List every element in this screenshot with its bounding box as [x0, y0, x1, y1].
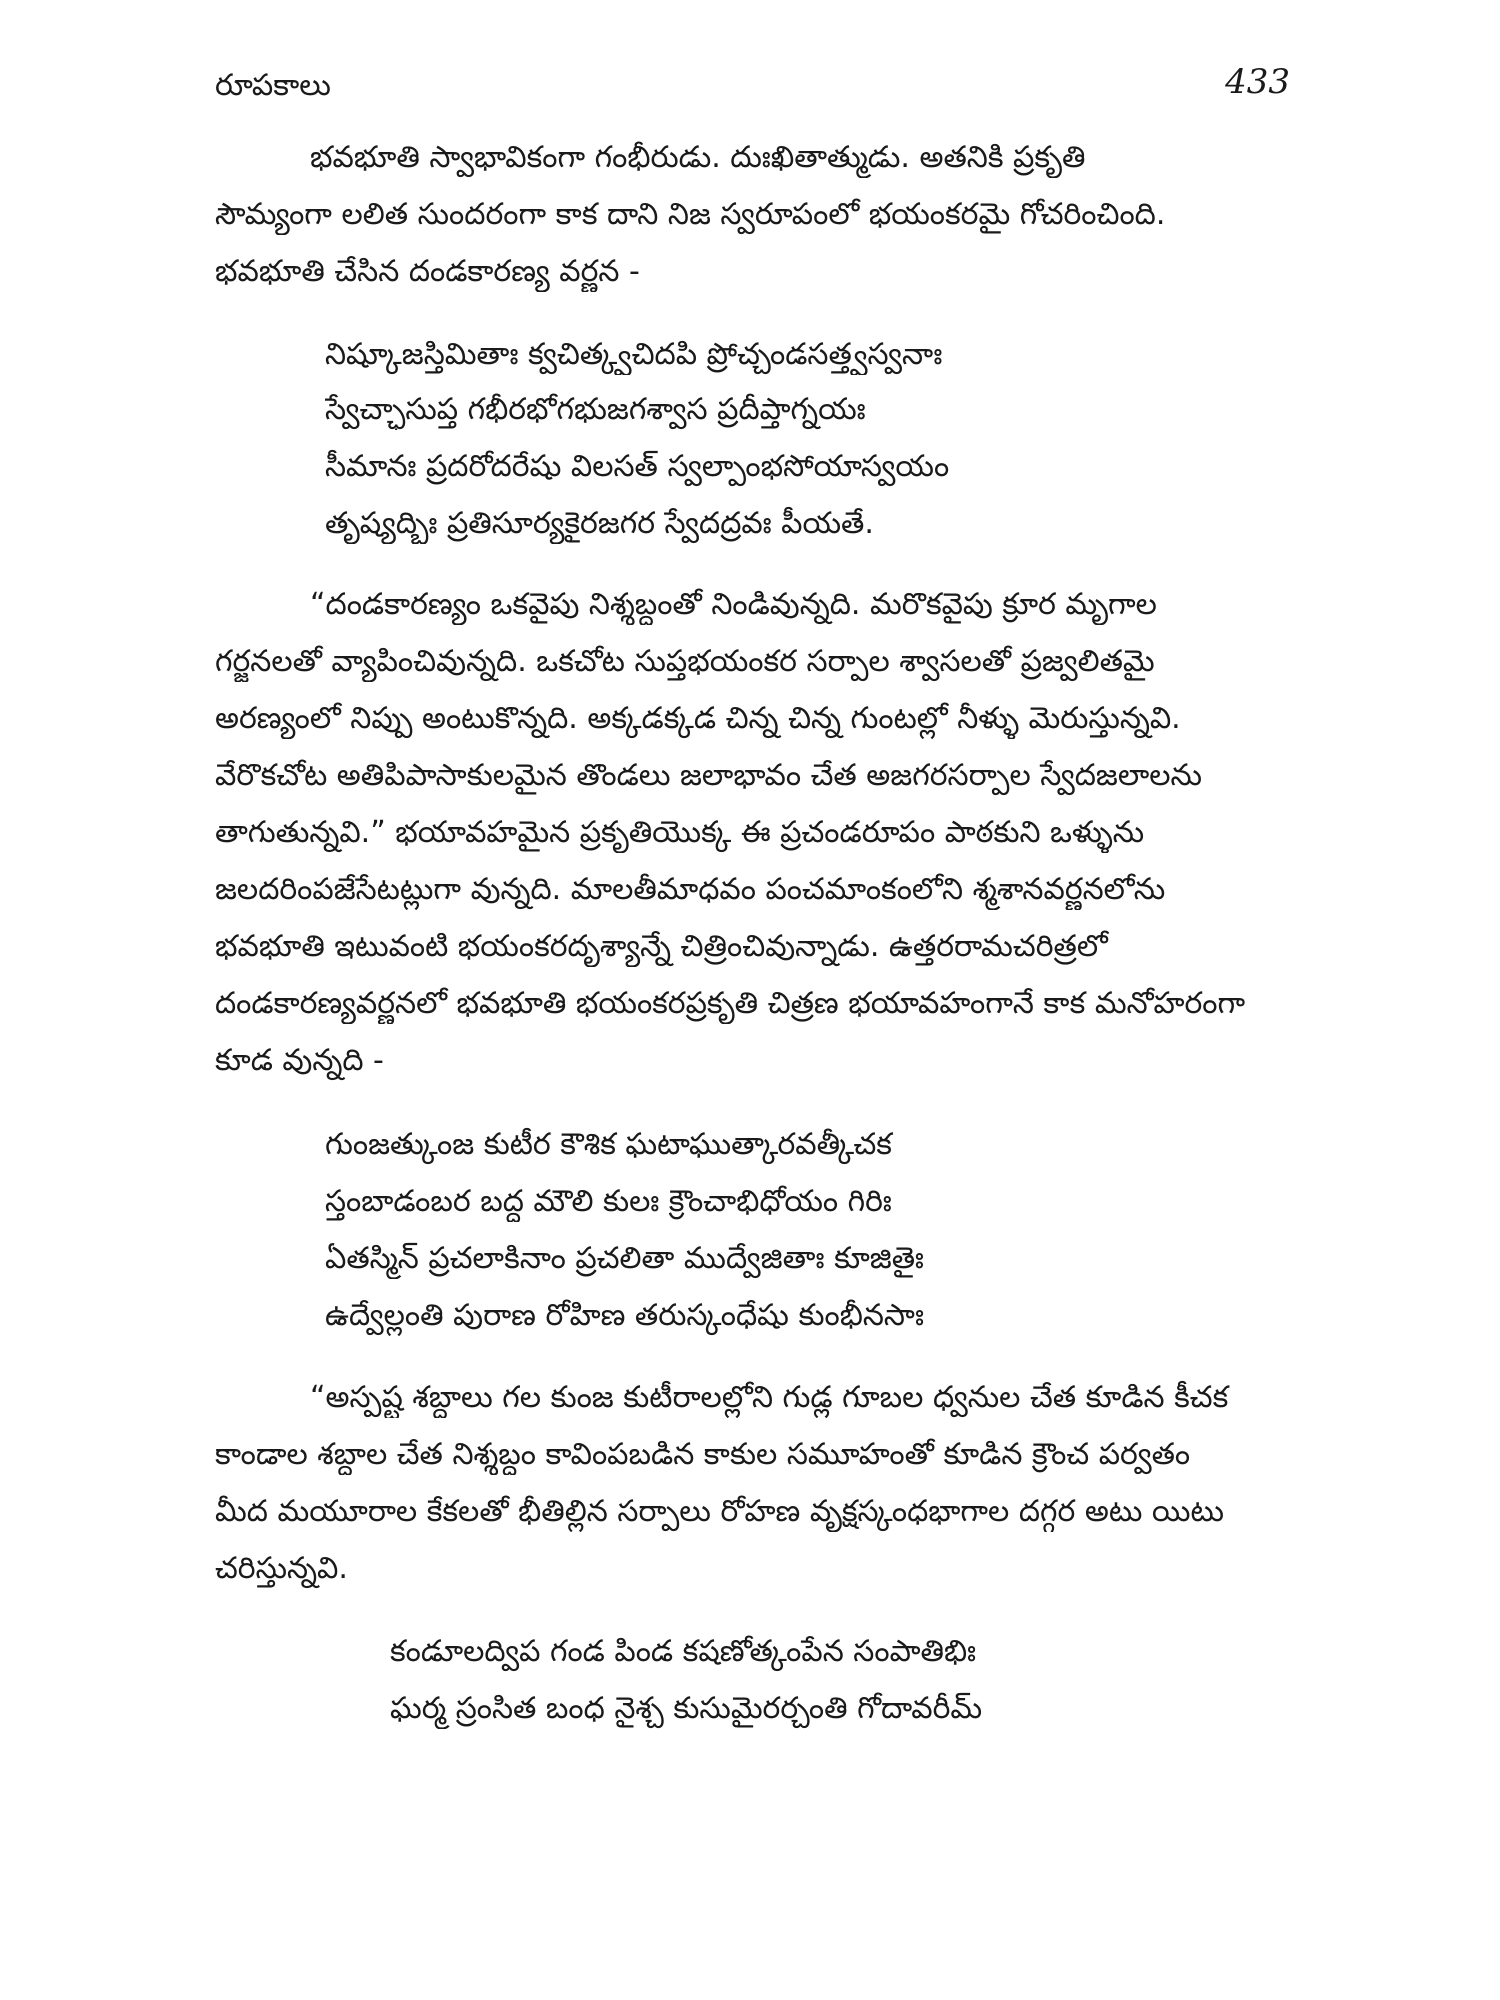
paragraph-2-line: అరణ్యంలో నిప్పు అంటుకొన్నది. అక్కడక్కడ చిన్న చిన్న గుంటల్లో నీళ్ళు మెరుస్తున్నవి. [215, 701, 1181, 736]
paragraph-3-line: మీద మయూరాల కేకలతో భీతిల్లిన సర్పాలు రోహణ వృక్షస్కంధభాగాల దగ్గర అటు యిటు [215, 1494, 1225, 1529]
verse-1-line: నిష్కూజస్తిమితాః క్వచిత్క్వచిదపి ప్రోచ్చండసత్త్వస్వనాః [325, 337, 943, 372]
paragraph-2-line: తాగుతున్నవి.” భయావహమైన ప్రకృతియొక్క ఈ ప్రచండరూపం పాఠకుని ఒళ్ళును [215, 815, 1145, 850]
verse-2-line: ఉద్వేల్లంతి పురాణ రోహిణ తరుస్కంధేషు కుంభీనసాః [325, 1298, 925, 1333]
paragraph-2-line: గర్జనలతో వ్యాపించివున్నది. ఒకచోట సుప్తభయంకర సర్పాల శ్వాసలతో ప్రజ్వలితమై [215, 644, 1155, 679]
paragraph-3-line: చరిస్తున్నవి. [215, 1551, 348, 1586]
verse-1-line: తృష్యద్భిః ప్రతిసూర్యకైరజగర స్వేదద్రవః పీయతే. [325, 506, 874, 541]
paragraph-1-line: భవభూతి చేసిన దండకారణ్య వర్ణన - [215, 254, 640, 289]
paragraph-2-line: భవభూతి ఇటువంటి భయంకరదృశ్యాన్నే చిత్రించివున్నాడు. ఉత్తరరామచరిత్రలో [215, 929, 1108, 964]
verse-2-line: ఏతస్మిన్ ప్రచలాకినాం ప్రచలితా ముద్వేజితాః కూజితైః [325, 1241, 924, 1276]
paragraph-1-line: భవభూతి స్వాభావికంగా గంభీరుడు. దుఃఖితాత్ముడు. అతనికి ప్రకృతి [310, 140, 1086, 175]
verse-1-line: సీమానః ప్రదరోదరేషు విలసత్ స్వల్పాంభసోయాస్వయం [325, 449, 950, 484]
running-header-title: రూపకాలు [215, 68, 331, 103]
verse-2-line: స్తంబాడంబర బద్ధ మౌలి కులః క్రౌంచాభిధోయం గిరిః [325, 1184, 892, 1219]
paragraph-2-line: “దండకారణ్యం ఒకవైపు నిశ్శబ్దంతో నిండివున్నది. మరొకవైపు క్రూర మృగాల [310, 587, 1157, 622]
paragraph-3-line: “అస్పష్ట శబ్దాలు గల కుంజ కుటీరాలల్లోని గుడ్ల గూబల ధ్వనుల చేత కూడిన కీచక [310, 1380, 1229, 1415]
paragraph-2-line: జలదరింపజేసేటట్లుగా వున్నది. మాలతీమాధవం పంచమాంకంలోని శ్మశానవర్ణనలోను [215, 872, 1166, 907]
paragraph-1-line: సౌమ్యంగా లలిత సుందరంగా కాక దాని నిజ స్వరూపంలో భయంకరమై గోచరించింది. [215, 197, 1166, 232]
paragraph-3-line: కాండాల శబ్దాల చేత నిశ్శబ్దం కావింపబడిన కాకుల సమూహంతో కూడిన క్రౌంచ పర్వతం [215, 1437, 1191, 1472]
page-number: 433 [1225, 62, 1290, 102]
verse-3-line: కండూలద్విప గండ పిండ కషణోత్కంపేన సంపాతిభిః [390, 1634, 976, 1669]
verse-3-line: ఘర్మ స్రంసిత బంధ నైశ్చ కుసుమైరర్చంతి గోదావరీమ్ [390, 1691, 983, 1726]
verse-1-line: స్వేచ్ఛాసుప్త గభీరభోగభుజగశ్వాస ప్రదీప్తాగ్నయః [325, 392, 866, 427]
paragraph-2-line: కూడ వున్నది - [215, 1043, 384, 1078]
paragraph-2-line: దండకారణ్యవర్ణనలో భవభూతి భయంకరప్రకృతి చిత్రణ భయావహంగానే కాక మనోహరంగా [215, 986, 1246, 1021]
verse-2-line: గుంజత్కుంజ కుటీర కౌశిక ఘటాఘుత్కారవత్కీచక [325, 1127, 892, 1162]
paragraph-2-line: వేరొకచోట అతిపిపాసాకులమైన తొండలు జలాభావం చేత అజగరసర్పాల స్వేదజలాలను [215, 758, 1202, 793]
